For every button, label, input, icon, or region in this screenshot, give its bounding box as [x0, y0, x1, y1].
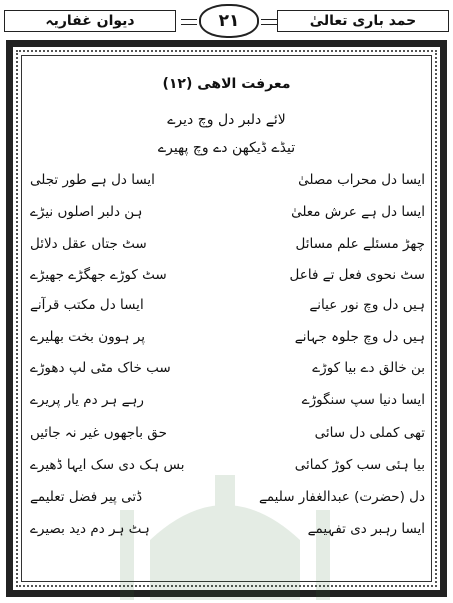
couplet-right: تھی کملی دل سائی: [314, 425, 425, 441]
couplet-left: سٹ کوڑے جھگڑے جھیڑے: [30, 267, 167, 283]
couplet-right: ایسا دل محراب مصلیٰ: [298, 172, 425, 188]
couplet: [30, 457, 425, 479]
couplet-left: پر ہوون بخت بھلیرے: [30, 329, 146, 345]
couplet-right: ہیں دل وچ نور عیانے: [309, 297, 425, 313]
couplet-right: بن خالق دے بیا کوڑے: [312, 360, 425, 376]
couplet-left: ایسا دل ہے طور تجلی: [30, 172, 155, 188]
couplet-left: ڈتی پیر فضل تعلیمے: [30, 489, 143, 505]
couplet-left: ایسا دل مکتب قرآنے: [30, 297, 144, 313]
page-number: ۲۱: [199, 4, 259, 38]
couplet-right: دل (حضرت) عبدالغفار سلیمے: [258, 489, 425, 505]
couplet: [30, 425, 425, 447]
intro-line-1: لائے دلبر دل وچ دیرے: [167, 112, 286, 128]
couplet-right: ایسا دنیا سپ سنگوڑے: [301, 392, 425, 408]
couplet-left: سٹ جتاں عقل دلائل: [30, 236, 147, 252]
couplet-left: حق باجھوں غیر نہ جائیں: [30, 425, 167, 441]
intro-line-2: تیڈے ڈیکھن دے وچ پھیرے: [157, 140, 296, 156]
poem-title: معرفت الاھی (۱۲): [162, 76, 291, 92]
couplet-left: رہے ہر دم یار پریرے: [30, 392, 144, 408]
couplet-right: ہیں دل وچ جلوہ جہانے: [294, 329, 425, 345]
couplet: [30, 392, 425, 414]
couplet-right: چھڑ مسئلے علم مسائل: [295, 236, 425, 252]
couplet: [30, 489, 425, 511]
couplet: [30, 204, 425, 226]
couplet: [30, 521, 425, 543]
couplet-left: ہن دلبر اصلوں نیڑے: [30, 204, 143, 220]
couplet-right: بیا ہئی سب کوڑ کمائی: [294, 457, 425, 473]
page-header: [4, 4, 449, 36]
couplet-left: بس ہک دی سک ایہا ڈھیرے: [30, 457, 185, 473]
couplet: [30, 360, 425, 382]
couplet: [30, 236, 425, 258]
couplet-right: ایسا دل ہے عرش معلیٰ: [291, 204, 425, 220]
couplet-left: ہٹ ہر دم دید بصیرے: [30, 521, 150, 537]
couplet: [30, 329, 425, 351]
couplet: [30, 267, 425, 289]
book-title: دیوان غفاریہ: [4, 10, 176, 32]
couplet: [30, 297, 425, 319]
couplet-right: سٹ نحوی فعل تے فاعل: [289, 267, 425, 283]
section-title: حمد باری تعالیٰ: [277, 10, 449, 32]
couplet-right: ایسا رہبر دی تفہیمے: [307, 521, 425, 537]
couplet: [30, 172, 425, 194]
couplet-left: سب خاک مٹی لپ دھوڑے: [30, 360, 171, 376]
